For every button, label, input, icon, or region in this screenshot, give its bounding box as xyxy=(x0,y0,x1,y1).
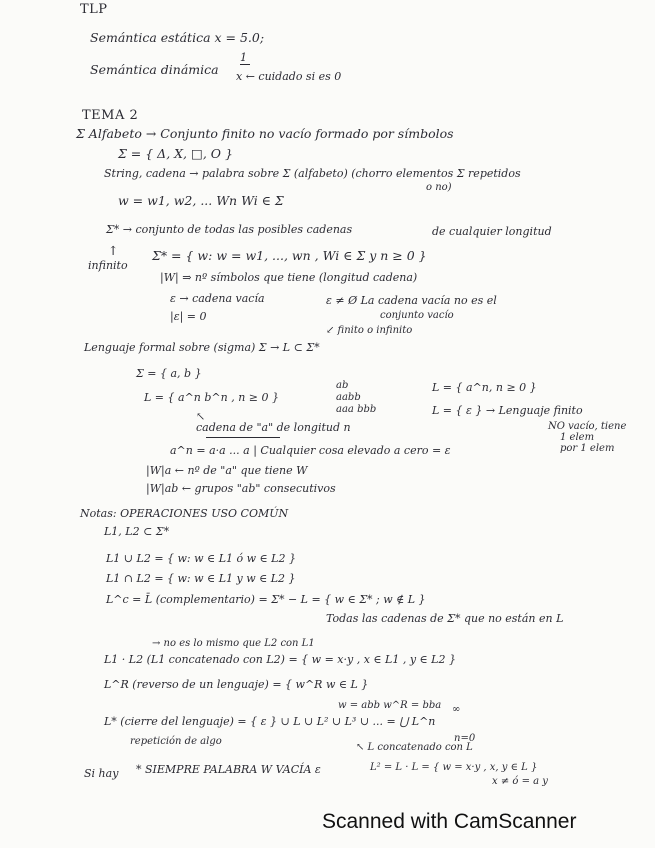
note-line: Si hay xyxy=(84,767,119,780)
note-line: L1 ∩ L2 = { w: w ∈ L1 y w ∈ L2 } xyxy=(106,572,296,585)
note-line: ab xyxy=(336,380,349,391)
note-line: 1 xyxy=(240,51,247,64)
note-line: Notas: OPERACIONES USO COMÚN xyxy=(80,507,289,520)
note-line: aabb xyxy=(336,392,361,403)
fraction-bar xyxy=(240,64,250,65)
note-line: L1 ∪ L2 = { w: w ∈ L1 ó w ∈ L2 } xyxy=(106,552,296,565)
note-line: L* (cierre del lenguaje) = { ε } ∪ L ∪ L² ∪ L³ ∪ ... = ⋃ L^n xyxy=(104,715,436,728)
note-line: Todas las cadenas de Σ* que no están en L xyxy=(326,612,564,625)
note-line: ∞ xyxy=(452,704,461,715)
note-line: NO vacío, tiene xyxy=(548,421,627,432)
note-line: L1 · L2 (L1 concatenado con L2) = { w = x·y , x ∈ L1 , y ∈ L2 } xyxy=(104,653,456,666)
note-line: String, cadena → palabra sobre Σ (alfabeto) (chorro elementos Σ repetidos xyxy=(104,167,521,180)
note-line: repetición de algo xyxy=(130,736,222,747)
note-line: TLP xyxy=(80,2,108,17)
note-line: Semántica dinámica xyxy=(90,62,219,77)
note-line: a^n = a·a ... a | Cualquier cosa elevado a cero = ε xyxy=(170,444,451,457)
note-line: L = { ε } → Lenguaje finito xyxy=(432,404,583,417)
note-line: Σ Alfabeto → Conjunto finito no vacío formado por símbolos xyxy=(76,126,454,141)
note-line: ↖ xyxy=(196,410,206,423)
note-line: conjunto vacío xyxy=(380,310,454,321)
note-line: * SIEMPRE PALABRA W VACÍA ε xyxy=(136,763,321,776)
note-line: n=0 xyxy=(454,733,476,744)
note-line: ↙ finito o infinito xyxy=(326,325,413,336)
note-line: Semántica estática x = 5.0; xyxy=(90,30,265,45)
note-line: x ≠ ó = a y xyxy=(492,776,548,787)
note-line: w = w1, w2, ... Wn Wi ∈ Σ xyxy=(118,193,284,208)
note-line: TEMA 2 xyxy=(82,108,139,123)
camscanner-watermark: Scanned with CamScanner xyxy=(322,810,577,833)
note-line: Σ* = { w: w = w1, ..., wn , Wi ∈ Σ y n ≥ 0 } xyxy=(152,248,427,263)
note-line: Σ = { Δ, X, □, O } xyxy=(118,146,233,161)
note-line: ε ≠ Ø La cadena vacía no es el xyxy=(326,294,497,307)
note-line: 1 elem xyxy=(560,432,595,443)
note-line: L = { a^n, n ≥ 0 } xyxy=(432,381,537,394)
note-line: Lenguaje formal sobre (sigma) Σ → L ⊂ Σ* xyxy=(84,341,320,354)
note-line: ↑ xyxy=(108,243,119,258)
note-line: |ε| = 0 xyxy=(170,310,207,323)
note-line: ↖ L concatenado con L xyxy=(356,742,473,753)
note-line: L^c = L̄ (complementario) = Σ* − L = { w ∈ Σ* ; w ∉ L } xyxy=(106,593,426,606)
note-line: x ← cuidado si es 0 xyxy=(236,70,342,83)
note-line: Σ* → conjunto de todas las posibles cadenas xyxy=(106,223,353,236)
note-line: aaa bbb xyxy=(336,404,377,415)
note-line: |W| ⇒ nº símbolos que tiene (longitud cadena) xyxy=(160,271,418,284)
note-line: infinito xyxy=(88,259,128,272)
note-line: L^R (reverso de un lenguaje) = { w^R w ∈ L } xyxy=(104,678,369,691)
note-line: |W|a ← nº de "a" que tiene W xyxy=(146,464,308,477)
note-line: L1, L2 ⊂ Σ* xyxy=(104,525,170,538)
note-line: ε → cadena vacía xyxy=(170,292,265,305)
note-line: w = abb w^R = bba xyxy=(338,700,442,711)
note-line: cadena de "a" de longitud n xyxy=(196,421,351,434)
note-line: → no es lo mismo que L2 con L1 xyxy=(152,638,315,649)
note-line: |W|ab ← grupos "ab" consecutivos xyxy=(146,482,336,495)
note-line: L² = L · L = { w = x·y , x, y ∈ L } xyxy=(370,762,538,773)
note-line: Σ = { a, b } xyxy=(136,367,202,380)
note-line: L = { a^n b^n , n ≥ 0 } xyxy=(144,391,279,404)
underline-mark xyxy=(206,437,280,438)
note-line: por 1 elem xyxy=(560,443,615,454)
note-line: de cualquier longitud xyxy=(432,225,552,238)
note-line: o no) xyxy=(426,182,452,193)
